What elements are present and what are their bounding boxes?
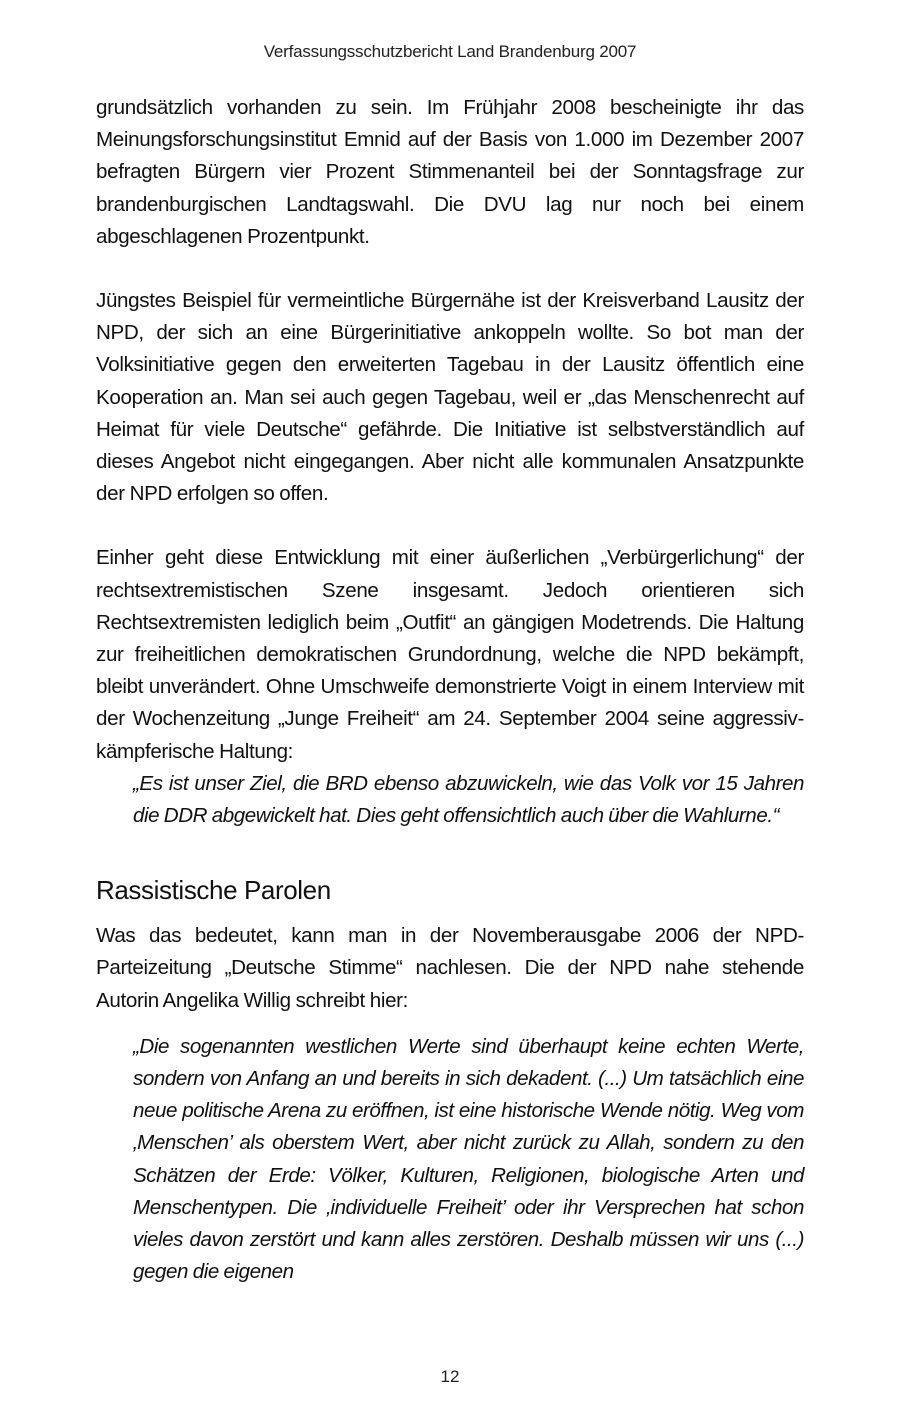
page-number: 12 (440, 1367, 460, 1386)
quote-voigt: „Es ist unser Ziel, die BRD ebenso abzuwickeln, wie das Volk vor 15 Jahren die DDR abgewickelt hat. Dies geht offensichtlich auch über die Wahlurne.“ (133, 771, 804, 828)
paragraph-deutsche-stimme: Was das bedeutet, kann man in der Novemberausgabe 2006 der NPD-Parteizeitung „Deutsche Stimme“ nachlesen. Die der NPD nahe stehende Autorin Angelika Willig schreibt hier: (96, 924, 804, 1012)
paragraph-intro: grundsätzlich vorhanden zu sein. Im Frühjahr 2008 bescheinigte ihr das Meinungsforschungsinstitut Emnid auf der Basis von 1.000 im Dezember 2007 befragten Bürgern vier Prozent Stimmenanteil bei der Sonntagsfrage zur brandenburgischen Landtagswahl. Die DVU lag nur noch bei einem abgeschlagenen Prozentpunkt. (96, 96, 804, 248)
running-header: Verfassungsschutzbericht Land Brandenburg 2007 (263, 42, 637, 61)
paragraph-verbuergerlichung: Einher geht diese Entwicklung mit einer äußerlichen „Verbürgerlichung“ der rechtsextremistischen Szene insgesamt. Jedoch orientieren sich Rechtsextremisten lediglich beim „Outfit“ an gängigen Modetrends. Die Haltung zur freiheitlichen demokratischen Grundordnung, welche die NPD bekämpft, bleibt unverändert. Ohne Umschweife demonstrierte Voigt in einem Interview mit der Wochenzeitung „Junge Freiheit“ am 24. September 2004 seine aggressiv-kämpferische Haltung: (96, 546, 804, 763)
page-content (96, 92, 804, 1289)
quote-willig: „Die sogenannten westlichen Werte sind überhaupt keine echten Werte, sondern von Anfang an und bereits in sich dekadent. (...) Um tatsächlich eine neue politische Arena zu eröffnen, ist eine historische Wende nötig. Weg vom ‚Menschen’ als oberstem Wert, aber nicht zurück zu Allah, sondern zu den Schätzen der Erde: Völker, Kulturen, Religionen, biologische Arten und Menschentypen. Die ‚individuelle Freiheit’ oder ihr Versprechen hat schon vieles davon zerstört und kann alles zerstören. Deshalb müssen wir uns (...) gegen die eigenen (133, 1034, 804, 1284)
section-heading: Rassistische Parolen (96, 875, 331, 906)
paragraph-lausitz: Jüngstes Beispiel für vermeintliche Bürgernähe ist der Kreisverband Lausitz der NPD, der sich an eine Bürgerinitiative ankoppeln wollte. So bot man der Volksinitiative gegen den erweiterten Tagebau in der Lausitz öffentlich eine Kooperation an. Man sei auch gegen Tagebau, weil er „das Menschenrecht auf Heimat für viele Deutsche“ gefährde. Die Initiative ist selbstverständlich auf dieses Angebot nicht eingegangen. Aber nicht alle kommunalen Ansatzpunkte der NPD erfolgen so offen. (96, 289, 804, 506)
